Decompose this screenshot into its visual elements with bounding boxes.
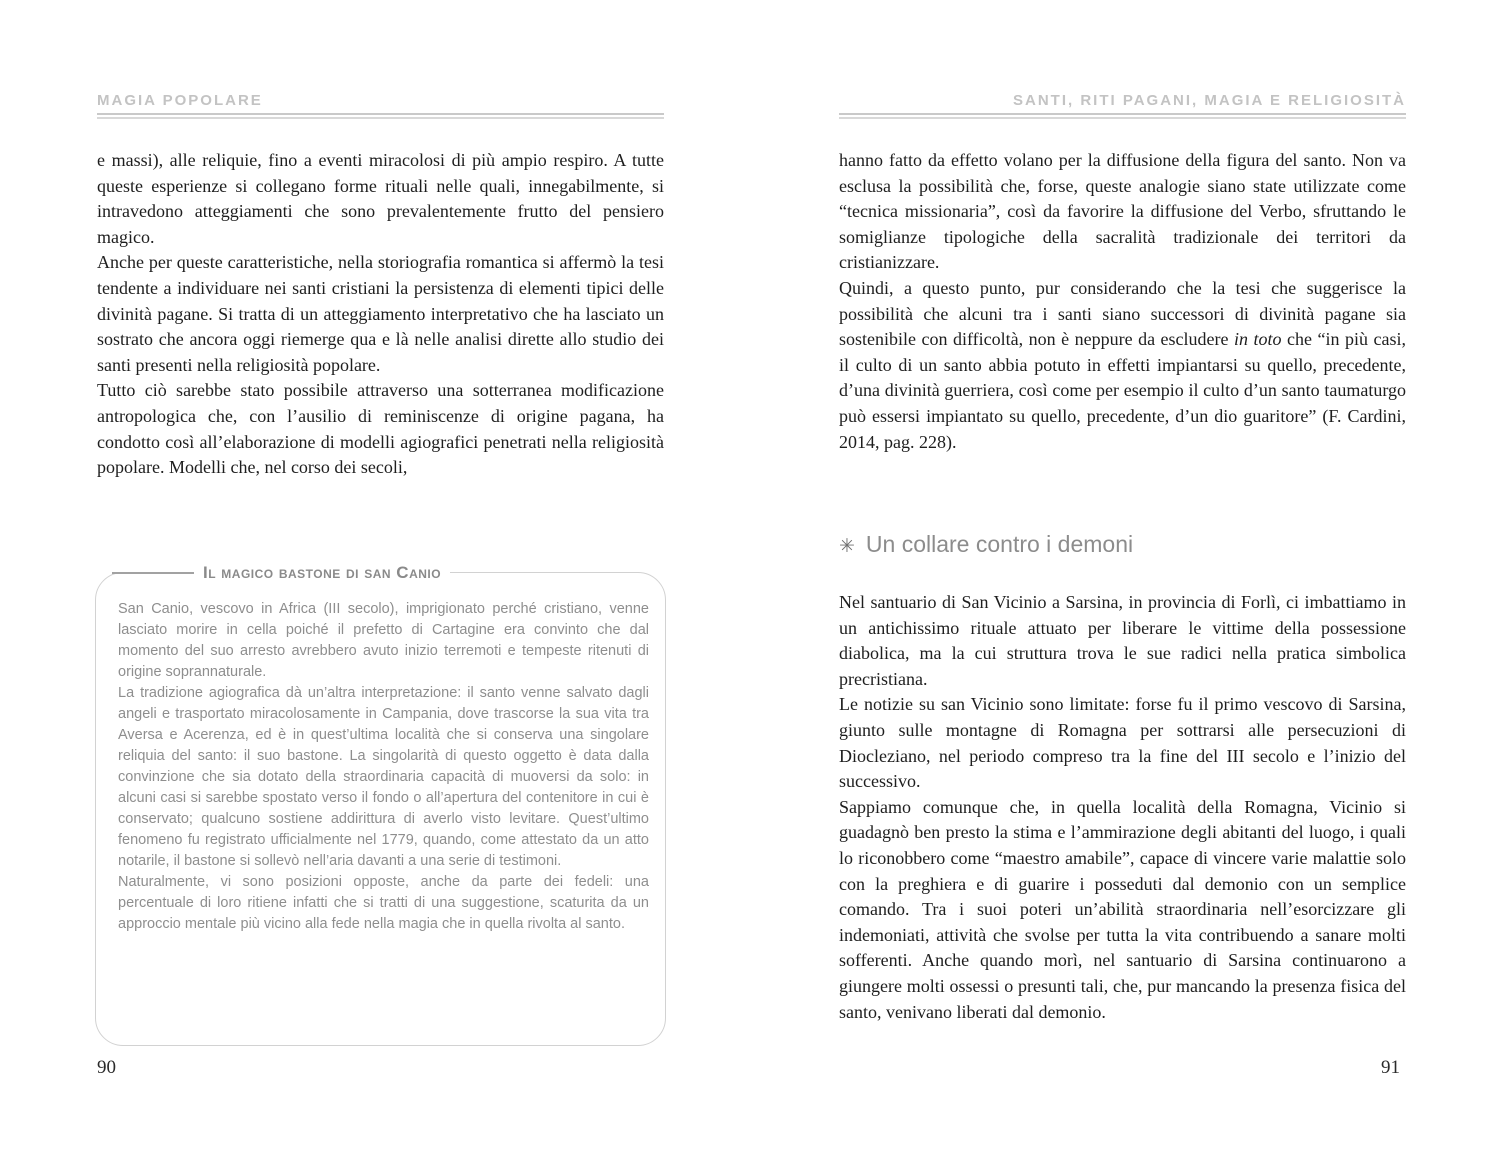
page-number-left: 90: [97, 1057, 116, 1078]
left-page-body: [97, 148, 664, 481]
body-paragraph: Sappiamo comunque che, in quella località della Romagna, Vicinio si guadagnò ben presto la stima e l’ammirazione degli abitanti del luogo, i quali lo riconobbero come “maestro amabile”, capace di vincere varie malattie solo con la preghiera e di guarire i posseduti dal demonio con un semplice comando. Tra i suoi poteri un’abilità straordinaria nell’esorcizzare gli indemoniati, attività che svolse per tutta la vita contribuendo a sanare molti sofferenti. Anche quando morì, nel santuario di Sarsina continuarono a giungere molti ossessi o presunti tali, che, pur mancando la presenza fisica del santo, venivano liberati dal demonio.: [839, 796, 1406, 1022]
title-dash-line: [112, 572, 194, 574]
body-paragraph: Tutto ciò sarebbe stato possibile attraverso una sotterranea modificazione antropologica che, con l’ausilio di reminiscenze di origine pagana, ha condotto così all’elaborazione di modelli agiografici penetrati nella religiosità popolare. Modelli che, nel corso dei secoli,: [97, 380, 664, 478]
info-box-body: [96, 573, 665, 935]
flower-asterisk-icon: ✳: [839, 536, 855, 557]
section-heading: [839, 531, 1133, 558]
right-page-body-top: [839, 148, 1406, 455]
page-number-right: 91: [1381, 1057, 1400, 1078]
running-head-left: MAGIA POPOLARE: [97, 92, 263, 109]
box-paragraph: La tradizione agiografica dà un’altra interpretazione: il santo venne salvato dagli angeli e trasportato miracolosamente in Campania, dove trascorse la sua vita tra Aversa e Acerenza, ed è in quest’ultima località che si conserva una singolare reliquia del santo: il suo bastone. La singolarità di questo oggetto è data dalla convinzione che sia dotato della straordinaria capacità di muoversi da solo: in alcuni casi si sarebbe spostato verso il fondo o all’apertura del contenitore in cui è conservato; qualcuno sostiene addirittura di averlo visto levitare. Quest’ultimo fenomeno fu registrato ufficialmente nel 1779, quando, come attestato da un atto notarile, il bastone si sollevò nell’aria davanti a una serie di testimoni.: [118, 685, 649, 869]
right-page: [839, 0, 1406, 1156]
left-page: [97, 0, 664, 1156]
body-paragraph: hanno fatto da effetto volano per la diffusione della figura del santo. Non va esclusa la possibilità che, forse, queste analogie siano state utilizzate come “tecnica missionaria”, così da favorire la diffusione del Verbo, sfruttando le somiglianze tipologiche della sacralità tradizionale dei territori da cristianizzare.: [839, 150, 1406, 273]
body-paragraph: [839, 276, 1406, 455]
body-paragraph: Nel santuario di San Vicinio a Sarsina, in provincia di Forlì, ci imbattiamo in un antichissimo rituale attuato per liberare le vittime della possessione diabolica, ma la cui struttura trova le sue radici nella pratica simbolica precristiana.: [839, 592, 1406, 689]
info-box-title-row: [96, 562, 450, 584]
body-paragraph: e massi), alle reliquie, fino a eventi miracolosi di più ampio respiro. A tutte queste esperienze si collegano forme rituali nelle quali, innegabilmente, si intravedono atteggiamenti che sono prevalentemente frutto del pensiero magico.: [97, 150, 664, 247]
running-head-right: SANTI, RITI PAGANI, MAGIA E RELIGIOSITÀ: [1012, 92, 1406, 109]
body-paragraph: Le notizie su san Vicinio sono limitate: forse fu il primo vescovo di Sarsina, giunto sulle montagne di Romagna per sottrarsi alle persecuzioni di Diocleziano, nel periodo compreso tra la fine del III secolo e l’inizio del successivo.: [839, 694, 1406, 792]
quote-paragraph-post: che “in più casi, il culto di un santo abbia potuto in effetti impiantarsi su quello, precedente, d’una divinità guerriera, così come per esempio il culto d’un santo taumaturgo può essersi impiantato su quello, precedente, d’un dio guaritore” (F. Cardini, 2014, pag. 228).: [839, 329, 1406, 452]
sidebar-info-box: [95, 563, 666, 1046]
body-paragraph: Anche per queste caratteristiche, nella storiografia romantica si affermò la tesi tendente a individuare nei santi cristiani la persistenza di elementi tipici delle divinità pagane. Si tratta di un atteggiamento interpretativo che ha lasciato un sostrato che ancora oggi riemerge qua e là nelle analisi dirette allo studio dei santi presenti nella religiosità popolare.: [97, 252, 664, 375]
header-double-rule-right: [839, 113, 1406, 119]
quote-paragraph-pre: Quindi, a questo punto, pur considerando che la tesi che suggerisce la possibilità che alcuni tra i santi siano successori di divinità pagane sia sostenibile con difficoltà, non è neppure da escludere: [839, 277, 1406, 350]
box-paragraph: Naturalmente, vi sono posizioni opposte, anche da parte dei fedeli: una percentuale di loro ritiene infatti che si tratti di una suggestione, scaturita da un approccio mentale più vicino alla fede nella magia che in quella rivolta al santo.: [118, 874, 649, 932]
box-paragraph: San Canio, vescovo in Africa (III secolo), imprigionato perché cristiano, venne lasciato morire in cella poiché il prefetto di Cartagine era convinto che dal momento del suo arresto avrebbero avuto inizio terremoti e tempeste ritenuti di origine soprannaturale.: [118, 601, 649, 680]
section-heading-title: Un collare contro i demoni: [865, 531, 1134, 557]
quote-paragraph-italic: in toto: [1234, 329, 1282, 350]
header-double-rule-left: [97, 113, 664, 119]
right-page-body-bottom: [839, 590, 1406, 1025]
info-box-title: Il magico bastone di san Canio: [194, 562, 450, 584]
